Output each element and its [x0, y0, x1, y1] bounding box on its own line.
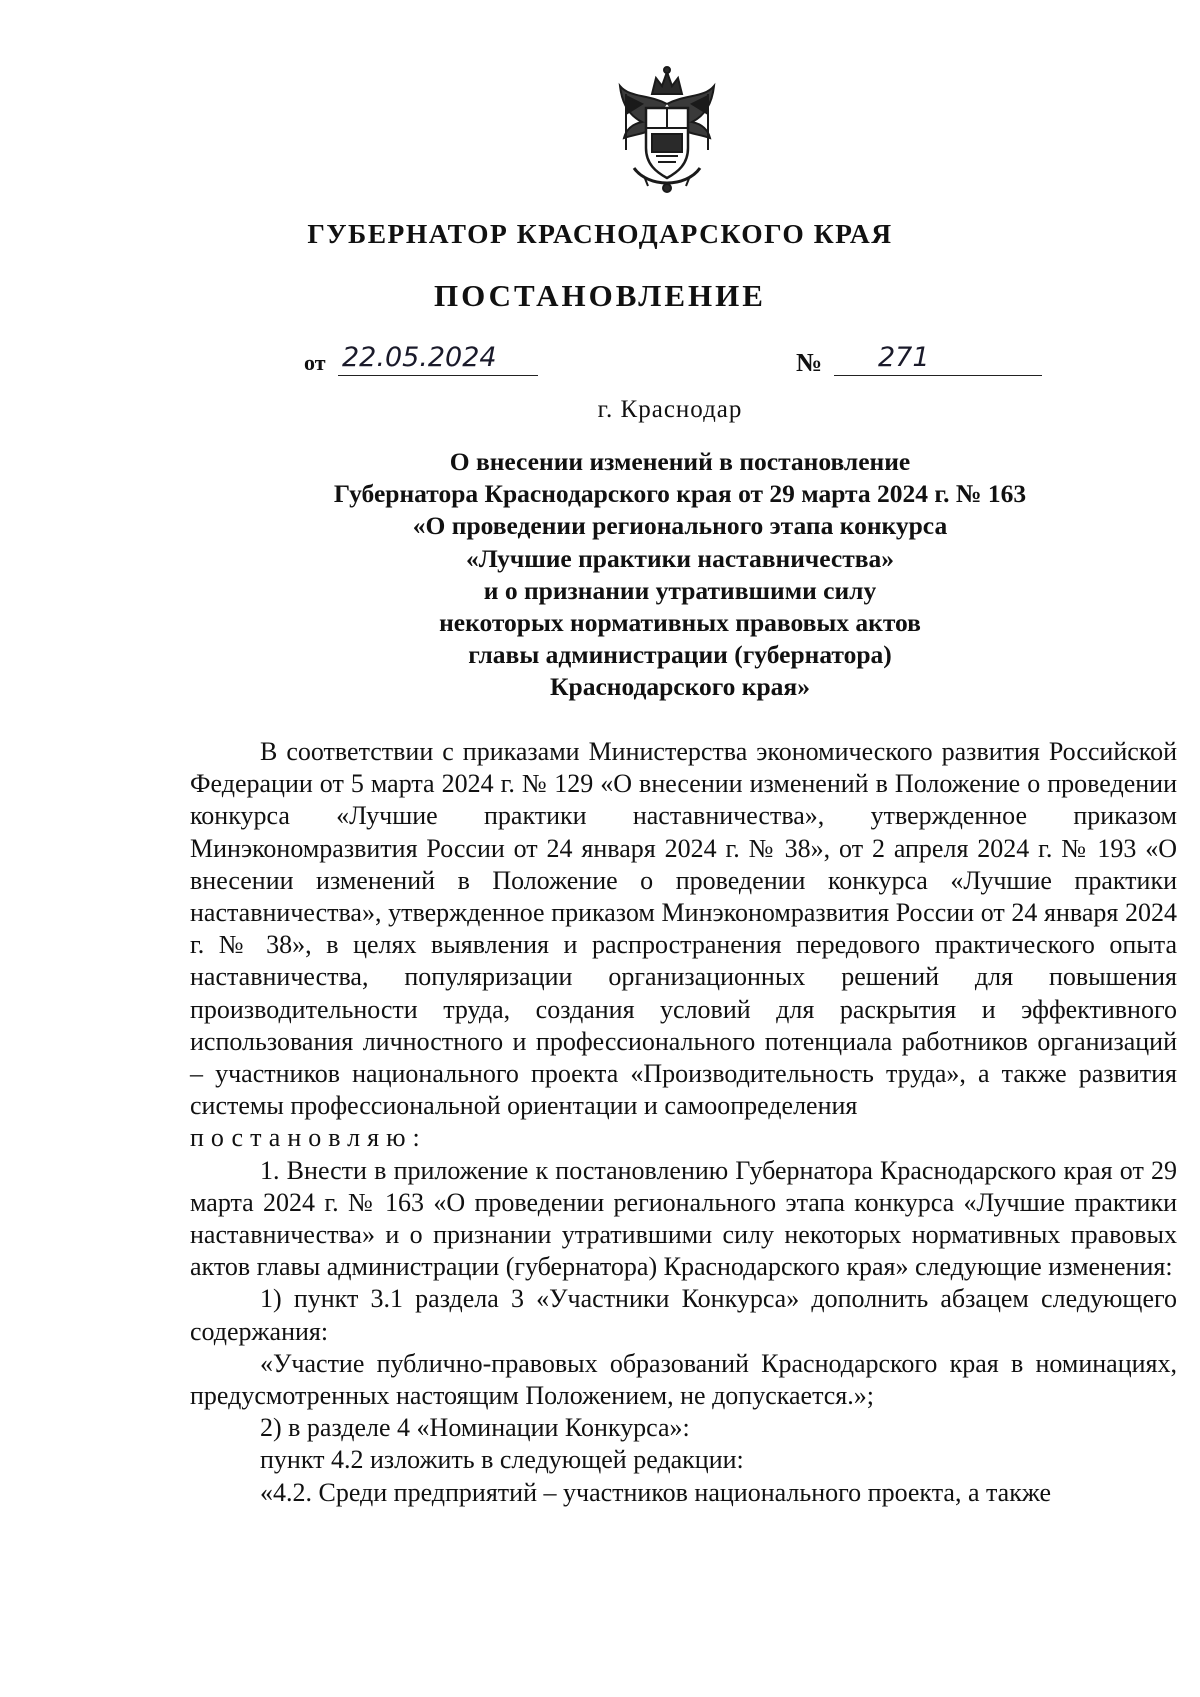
number-field: 271 [834, 342, 1042, 376]
item-1-paragraph: 1. Внести в приложение к постановлению Губернатора Краснодарского края от 29 марта 2024 г. № 163 «О проведении регионального этапа конкурса «Лучшие практики наставничества» и о признании утратившими силу некоторых нормативных правовых актов главы администрации (губернатора) Краснодарского края» следующие изменения: [190, 1155, 1177, 1282]
issuing-authority: ГУБЕРНАТОР КРАСНОДАРСКОГО КРАЯ [307, 218, 893, 249]
document-title [230, 446, 1130, 704]
title-line: «О проведении регионального этапа конкурса [412, 511, 948, 541]
title-line: Краснодарского края» [550, 672, 810, 702]
title-line: О внесении изменений в постановление [449, 447, 911, 476]
title-line: Губернатора Краснодарского края от 29 марта 2024 г. № 163 [333, 479, 1027, 509]
resolve-word: постановляю: [190, 1123, 427, 1153]
document-body [190, 736, 1177, 1509]
title-line: некоторых нормативных правовых актов [439, 608, 921, 638]
subitem-2-paragraph: 2) в разделе 4 «Номинации Конкурса»: [260, 1413, 690, 1443]
subitem-1-paragraph: 1) пункт 3.1 раздела 3 «Участники Конкурса» дополнить абзацем следующего содержания: [190, 1284, 1177, 1346]
title-line: «Лучшие практики наставничества» [465, 543, 895, 573]
subitem-2-line: пункт 4.2 изложить в следующей редакции: [260, 1445, 744, 1475]
title-line: главы администрации (губернатора) [468, 640, 892, 670]
quote-1-paragraph: «Участие публично-правовых образований Краснодарского края в номинациях, предусмотренных настоящим Положением, не допускается.»; [190, 1348, 1177, 1411]
document-type: ПОСТАНОВЛЕНИЕ [434, 278, 766, 313]
title-line: и о признании утратившими силу [483, 575, 877, 605]
city: г. Краснодар [597, 396, 743, 423]
date-label: от [304, 350, 326, 375]
date-field: 22.05.2024 [338, 342, 538, 376]
quote-2-paragraph: «4.2. Среди предприятий – участников национального проекта, а также [260, 1477, 1051, 1507]
coat-of-arms-icon [608, 64, 726, 198]
preamble-paragraph: В соответствии с приказами Министерства экономического развития Российской Федерации от 5 марта 2024 г. № 129 «О внесении изменений в Положение о проведении конкурса «Лучшие практики наставничества», утвержденное приказом Минэкономразвития России от 24 января 2024 г. № 38», от 2 апреля 2024 г. № 193 «О внесении изменений в Положение о проведении конкурса «Лучшие практики наставничества», утвержденное приказом Минэкономразвития России от 24 января 2024 г. № 38», в целях выявления и распространения передового практического опыта наставничества, популяризации организационных решений для повышения производительности труда, создания условий для раскрытия и эффективного использования личностного и профессионального потенциала работников организаций – участников национального проекта «Производительность труда», а также развития системы профессиональной ориентации и самоопределения [190, 737, 1177, 1121]
number-label: № [796, 348, 823, 377]
